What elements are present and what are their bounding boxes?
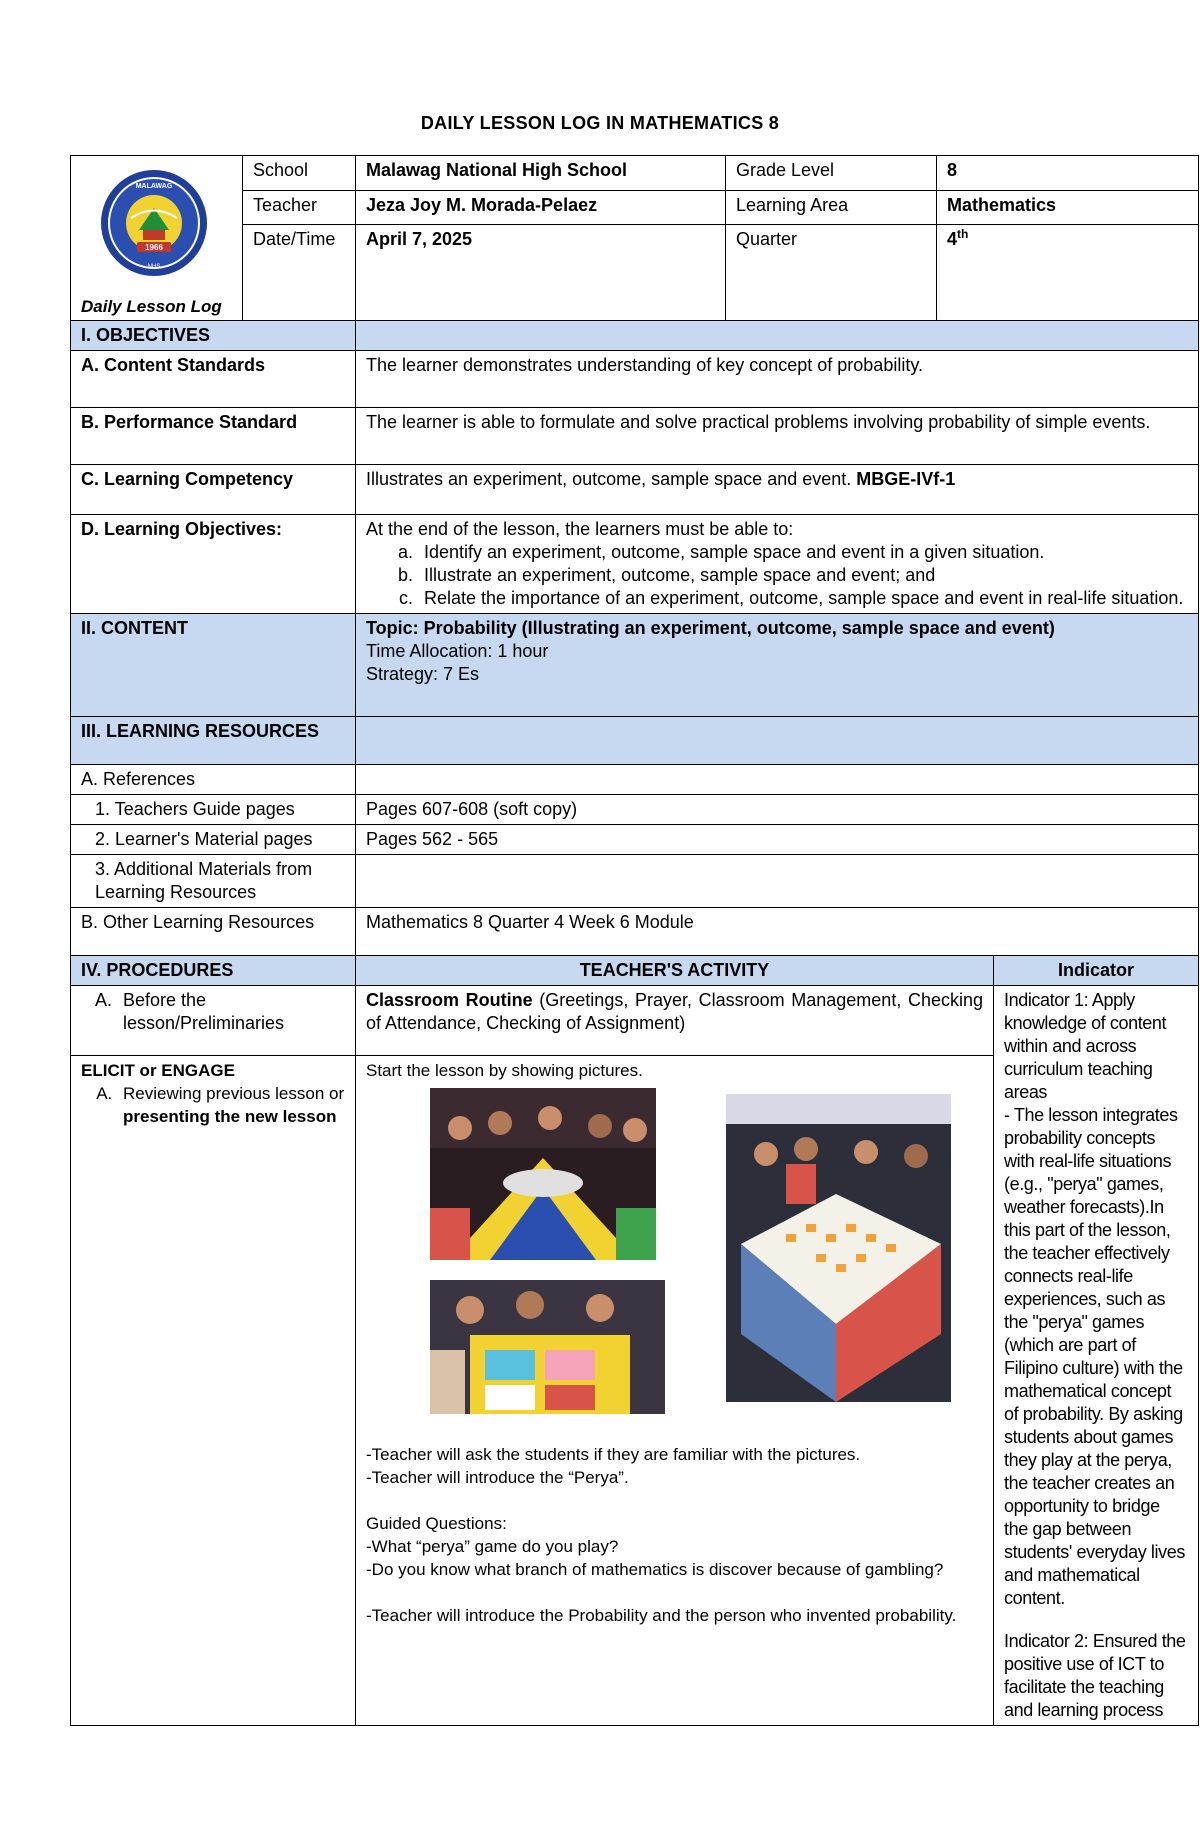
- lm-label: 2. Learner's Material pages: [71, 825, 356, 855]
- other-resources-label: B. Other Learning Resources: [71, 908, 356, 956]
- area-value: Mathematics: [937, 190, 1199, 225]
- guided-question-2: -Do you know what branch of mathematics is discover because of gambling?: [366, 1560, 944, 1579]
- routine-title: Classroom Routine: [366, 990, 533, 1010]
- learning-objectives-list: [366, 541, 1188, 610]
- content-standards-value: The learner demonstrates understanding of key concept of probability.: [356, 351, 1199, 408]
- perya-photo-3: [726, 1094, 951, 1402]
- review-plain: Reviewing previous lesson or: [123, 1084, 345, 1103]
- activity-line-1: -Teacher will ask the students if they are familiar with the pictures.: [366, 1445, 861, 1464]
- learning-objectives-row: [71, 515, 1199, 614]
- content-heading: II. CONTENT: [71, 614, 356, 717]
- perya-pictures: [366, 1088, 983, 1443]
- lesson-log-table: [70, 155, 1199, 1726]
- content-standards-label: A. Content Standards: [71, 351, 356, 408]
- learning-objectives-cell: [356, 515, 1199, 614]
- date-value: April 7, 2025: [356, 225, 726, 321]
- competency-label: C. Learning Competency: [71, 465, 356, 515]
- before-lesson-label: A. Before the lesson/Preliminaries: [117, 989, 345, 1035]
- objective-item: c. Relate the importance of an experiment, outcome, sample space and event in real-life situation.: [418, 587, 1188, 610]
- additional-row: [71, 855, 1199, 908]
- school-seal-logo: [99, 168, 209, 278]
- content-strategy: Strategy: 7 Es: [366, 664, 480, 684]
- competency-value: [356, 465, 1199, 515]
- performance-row: [71, 408, 1199, 465]
- before-lesson-list: [81, 989, 345, 1035]
- document-title: DAILY LESSON LOG IN MATHEMATICS 8: [420, 113, 780, 133]
- competency-text: Illustrates an experiment, outcome, sample space and event.: [366, 469, 852, 489]
- tg-label: 1. Teachers Guide pages: [71, 795, 356, 825]
- content-time: Time Allocation: 1 hour: [366, 641, 549, 661]
- elicit-label: ELICIT or ENGAGE: [81, 1061, 235, 1080]
- learning-objectives-intro: At the end of the lesson, the learners must be able to:: [366, 519, 794, 539]
- indicator1-title: Indicator 1: Apply knowledge of content within and across curriculum teaching areas: [1004, 990, 1167, 1102]
- quarter-label: Quarter: [726, 225, 937, 321]
- indicator1-body: - The lesson integrates probability concepts with real-life situations (e.g., "perya" games, weather forecasts).In this part of the lesson, the teacher effectively connects real-life experiences, such as the "perya" games (which are part of Filipino culture) with the mathematical concept of probability. By asking students about games they play at the perya, the teacher creates an opportunity to bridge the gap between students' everyday lives and mathematical content.: [1004, 1105, 1185, 1608]
- objective-item: a. Identify an experiment, outcome, sample space and event in a given situation.: [418, 541, 1188, 564]
- content-topic: Topic: Probability (Illustrating an experiment, outcome, sample space and event): [366, 618, 1055, 638]
- procedures-heading-row: [71, 956, 1199, 986]
- performance-label: B. Performance Standard: [71, 408, 356, 465]
- teacher-label: Teacher: [243, 190, 356, 225]
- competency-code: MBGE-IVf-1: [856, 469, 956, 489]
- routine-detail: (Greetings, Prayer, Classroom Management, Checking of Attendance, Checking of Assignment): [366, 990, 983, 1033]
- grade-label: Grade Level: [726, 156, 937, 191]
- tg-value: Pages 607-608 (soft copy): [356, 795, 1199, 825]
- guided-question-3: -Teacher will introduce the Probability and the person who invented probability.: [366, 1606, 957, 1625]
- logo-cell: [71, 156, 243, 321]
- svg-text:MALAWAG: MALAWAG: [135, 183, 173, 190]
- lm-row: [71, 825, 1199, 855]
- indicator-cell: [994, 986, 1199, 1726]
- learning-objectives-label: D. Learning Objectives:: [71, 515, 356, 614]
- additional-label: 3. Additional Materials from Learning Resources: [71, 855, 356, 908]
- objective-item: b. Illustrate an experiment, outcome, sample space and event; and: [418, 564, 1188, 587]
- performance-value: The learner is able to formulate and solve practical problems involving probability of simple events.: [356, 408, 1199, 465]
- indicator2: Indicator 2: Ensured the positive use of ICT to facilitate the teaching and learning process: [1004, 1631, 1186, 1720]
- elicit-cell: [71, 1056, 356, 1726]
- perya-photo-2: [430, 1280, 665, 1414]
- routine-cell: [356, 986, 994, 1056]
- objectives-heading-row: [71, 321, 1199, 351]
- svg-text:1966: 1966: [145, 243, 163, 252]
- other-resources-row: [71, 908, 1199, 956]
- resources-heading-row: [71, 717, 1199, 765]
- content-row: [71, 614, 1199, 717]
- perya-photo-1: [430, 1088, 656, 1260]
- grade-value: 8: [937, 156, 1199, 191]
- quarter-number: 4: [947, 229, 958, 249]
- school-label: School: [243, 156, 356, 191]
- lm-value: Pages 562 - 565: [356, 825, 1199, 855]
- guided-question-1: -What “perya” game do you play?: [366, 1537, 619, 1556]
- resources-heading: III. LEARNING RESOURCES: [71, 717, 356, 765]
- activity-heading: TEACHER'S ACTIVITY: [356, 956, 994, 986]
- content-cell: [356, 614, 1199, 717]
- references-row: [71, 765, 1199, 795]
- review-item: [117, 1082, 345, 1128]
- teacher-value: Jeza Joy M. Morada-Pelaez: [356, 190, 726, 225]
- elicit-activity-cell: [356, 1056, 994, 1726]
- svg-text:NHS: NHS: [147, 264, 161, 270]
- quarter-value: [937, 225, 1199, 321]
- start-text: Start the lesson by showing pictures.: [366, 1061, 643, 1080]
- competency-row: [71, 465, 1199, 515]
- elicit-list: [81, 1082, 345, 1128]
- procedures-heading: IV. PROCEDURES: [71, 956, 356, 986]
- indicator-heading: Indicator: [994, 956, 1199, 986]
- before-lesson-cell: [71, 986, 356, 1056]
- other-resources-value: Mathematics 8 Quarter 4 Week 6 Module: [356, 908, 1199, 956]
- logo-caption: Daily Lesson Log: [81, 297, 222, 316]
- objectives-heading: I. OBJECTIVES: [71, 321, 356, 351]
- guided-questions-label: Guided Questions:: [366, 1514, 507, 1533]
- content-standards-row: [71, 351, 1199, 408]
- references-label: A. References: [71, 765, 356, 795]
- date-label: Date/Time: [243, 225, 356, 321]
- area-label: Learning Area: [726, 190, 937, 225]
- before-lesson-row: [71, 986, 1199, 1056]
- quarter-suffix: th: [957, 227, 969, 241]
- school-value: Malawag National High School: [356, 156, 726, 191]
- activity-line-2: -Teacher will introduce the “Perya”.: [366, 1468, 629, 1487]
- review-bold: presenting the new lesson: [123, 1107, 337, 1126]
- header-row-school: [71, 156, 1199, 191]
- tg-row: [71, 795, 1199, 825]
